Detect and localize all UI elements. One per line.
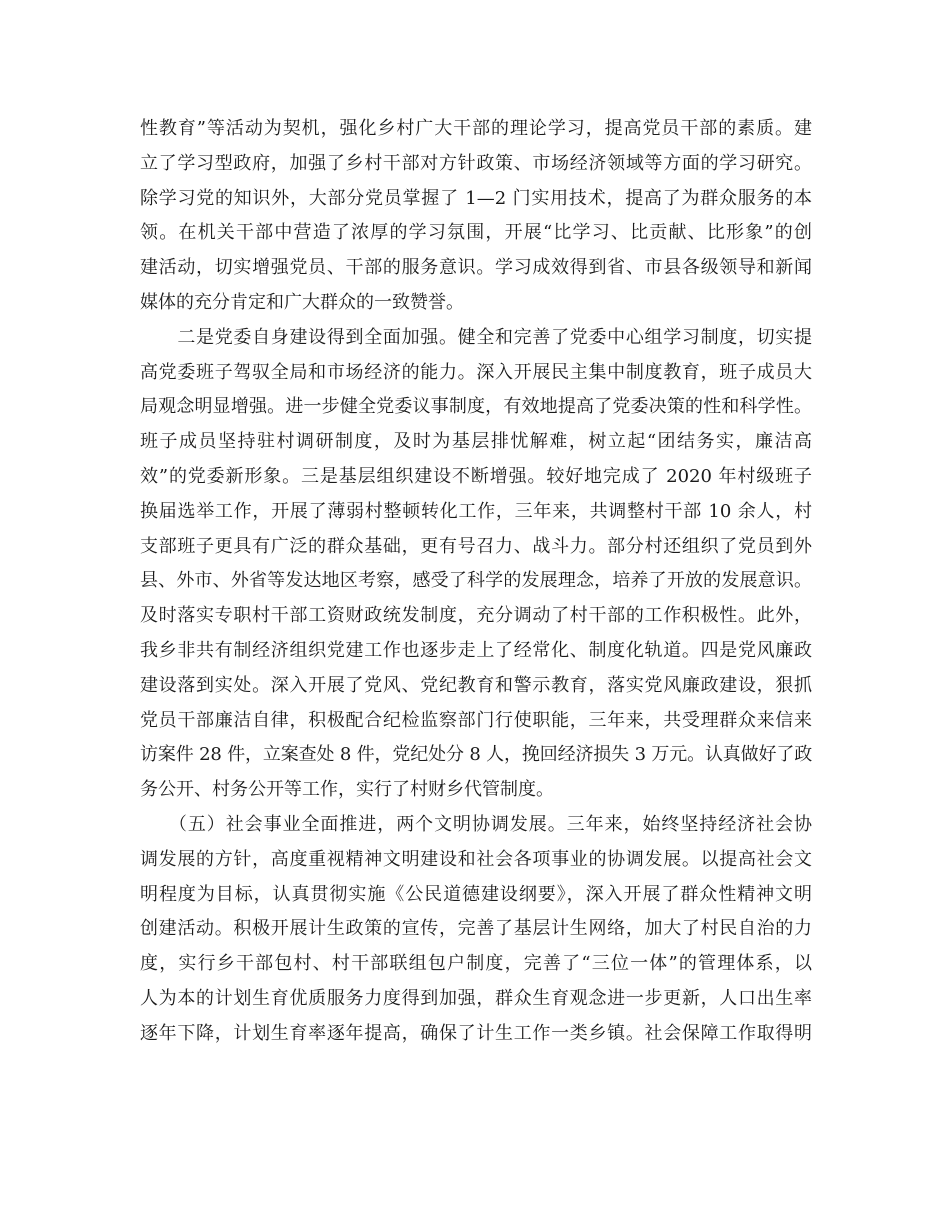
body-text — [140, 112, 812, 1052]
text-line: 建活动，切实增强党员、干部的服务意识。学习成效得到省、市县各级领导和新闻 — [140, 257, 812, 279]
text-line: 支部班子更具有广泛的群众基础，更有号召力、战斗力。部分村还组织了党员到外 — [140, 535, 812, 557]
text-line: 立了学习型政府，加强了乡村干部对方针政策、市场经济领域等方面的学习研究。 — [140, 152, 812, 174]
text-line: 媒体的充分肯定和广大群众的一致赞誉。 — [140, 291, 464, 313]
text-line: 效”的党委新形象。三是基层组织建设不断增强。较好地完成了 2020 年村级班子 — [140, 465, 812, 487]
text-line: 创建活动。积极开展计生政策的宣传，完善了基层计生网络，加大了村民自治的力 — [140, 918, 812, 940]
text-line: 班子成员坚持驻村调研制度，及时为基层排忧解难，树立起“团结务实，廉洁高 — [140, 431, 812, 453]
text-line: 我乡非共有制经济组织党建工作也逐步走上了经常化、制度化轨道。四是党风廉政 — [140, 639, 812, 661]
text-line: 及时落实专职村干部工资财政统发制度，充分调动了村干部的工作积极性。此外， — [140, 605, 812, 627]
text-line: 除学习党的知识外，大部分党员掌握了 1—2 门实用技术，提高了为群众服务的本 — [140, 187, 812, 209]
text-line: 二是党委自身建设得到全面加强。健全和完善了党委中心组学习制度，切实提 — [140, 326, 812, 348]
text-line: 逐年下降，计划生育率逐年提高，确保了计生工作一类乡镇。社会保障工作取得明 — [140, 1022, 812, 1044]
text-line: 性教育”等活动为契机，强化乡村广大干部的理论学习，提高党员干部的素质。建 — [140, 118, 812, 139]
text-line: 县、外市、外省等发达地区考察，感受了科学的发展理念，培养了开放的发展意识。 — [140, 570, 812, 592]
text-line: 建设落到实处。深入开展了党风、党纪教育和警示教育，落实党风廉政建设，狠抓 — [140, 674, 812, 696]
text-line: 党员干部廉洁自律，积极配合纪检监察部门行使职能，三年来，共受理群众来信来 — [140, 709, 812, 731]
text-line: 高党委班子驾驭全局和市场经济的能力。深入开展民主集中制度教育，班子成员大 — [140, 361, 812, 383]
text-line: 度，实行乡干部包村、村干部联组包户制度，完善了“三位一体”的管理体系，以 — [140, 953, 812, 975]
text-line: 明程度为目标，认真贯彻实施《公民道德建设纲要》，深入开展了群众性精神文明 — [140, 883, 812, 905]
text-line: 务公开、村务公开等工作，实行了村财乡代管制度。 — [140, 779, 554, 801]
text-line: 领。在机关干部中营造了浓厚的学习氛围，开展“比学习、比贡献、比形象”的创 — [140, 222, 812, 244]
text-line: （五）社会事业全面推进，两个文明协调发展。三年来，始终坚持经济社会协 — [140, 813, 812, 835]
text-line: 局观念明显增强。进一步健全党委议事制度，有效地提高了党委决策的性和科学性。 — [140, 396, 812, 418]
text-line: 换届选举工作，开展了薄弱村整顿转化工作，三年来，共调整村干部 10 余人，村 — [140, 500, 812, 522]
text-line: 人为本的计划生育优质服务力度得到加强，群众生育观念进一步更新，人口出生率 — [140, 987, 812, 1009]
text-line: 调发展的方针，高度重视精神文明建设和社会各项事业的协调发展。以提高社会文 — [140, 848, 812, 870]
text-line: 访案件 28 件，立案查处 8 件，党纪处分 8 人，挽回经济损失 3 万元。认真做好了政 — [140, 744, 812, 766]
